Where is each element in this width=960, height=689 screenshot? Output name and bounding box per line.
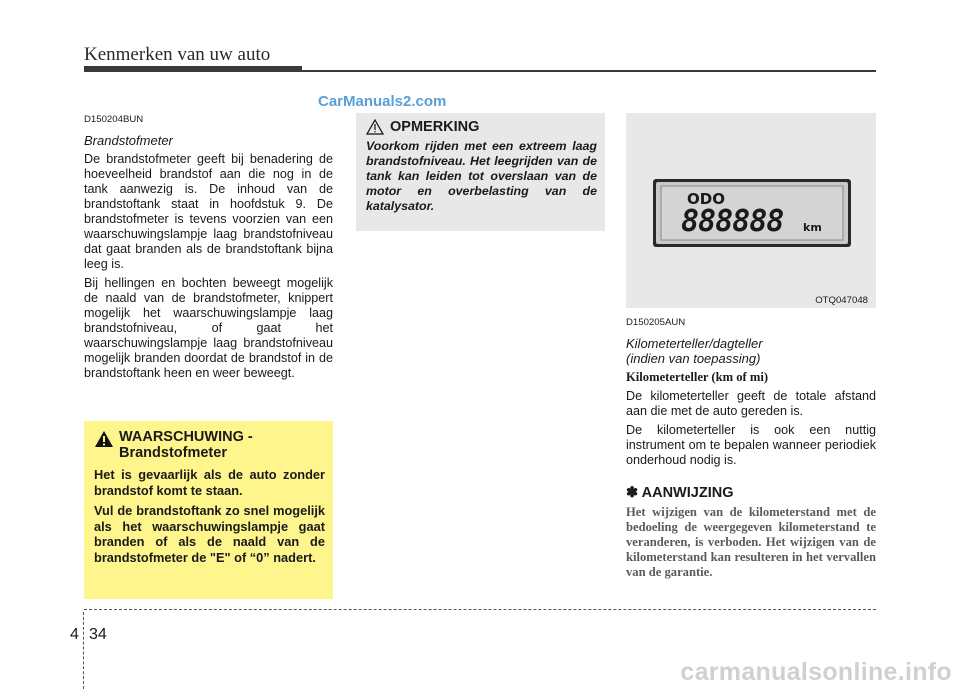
header-bar: [84, 66, 302, 72]
note-box: [356, 113, 605, 231]
odo-unit: km: [803, 221, 822, 234]
page-header-title: Kenmerken van uw auto: [84, 44, 271, 65]
watermark-footer: carmanualsonline.info: [680, 658, 952, 686]
odometer-figure: [626, 113, 876, 308]
caution-triangle-icon: [366, 119, 384, 135]
warning-paragraph: Het is gevaarlijk als de auto zonder brandstof komt te staan.: [94, 467, 325, 498]
info-note-body: Het wijzigen van de kilometerstand met de bedoeling de weergegeven kilometerstand te veranderen, is verboden. Het wijzigen van de kilometerstand kan resulteren in het vervallen van de garantie.: [626, 505, 876, 579]
warning-triangle-icon: [94, 430, 114, 448]
section-subhead: Brandstofmeter: [84, 133, 173, 148]
footer-vertical-divider: [83, 612, 84, 689]
page-number: 34: [89, 626, 107, 643]
chapter-number: 4: [70, 626, 79, 643]
info-note-title: ✽ AANWIJZING: [626, 485, 734, 501]
footer-divider: [84, 609, 876, 610]
odometer-display: [653, 179, 851, 247]
odo-digits: 888888: [681, 204, 784, 239]
section-code: D150204BUN: [84, 114, 144, 125]
subsection-head: Kilometerteller (km of mi): [626, 370, 769, 384]
warning-paragraph: Vul de brandstoftank zo snel mogelijk als het waarschuwingslampje gaat branden of als de naald van de brandstofmeter de "E" of “0” nadert.: [94, 503, 325, 565]
warning-title: WAARSCHUWING -: [119, 429, 253, 445]
odo-label: ODO: [687, 190, 725, 208]
note-title: OPMERKING: [390, 119, 480, 135]
body-paragraph: De kilometerteller geeft de totale afstand aan die met de auto gereden is.: [626, 389, 876, 418]
figure-code: OTQ047048: [815, 295, 868, 306]
body-paragraph: Bij hellingen en bochten beweegt mogelijk de naald van de brandstofmeter, knippert mogelijk het waarschuwingslampje laag brandstofniveau, of gaat het waarschuwingslampje laag brandstofniveau mogelijk branden doordat de brandstof in de brandstoftank heen en weer beweegt.: [84, 276, 333, 380]
header-rule: [302, 70, 876, 72]
section-code: D150205AUN: [626, 317, 686, 328]
note-body: Voorkom rijden met een extreem laag brandstofniveau. Het leegrijden van de tank kan leiden tot overslaan van de motor en overbelasting van de katalysator.: [366, 139, 597, 213]
left-column: [84, 112, 333, 385]
section-subhead-note: (indien van toepassing): [626, 351, 761, 366]
section-subhead: Kilometerteller/dagteller: [626, 336, 763, 351]
watermark-link[interactable]: CarManuals2.com: [318, 93, 447, 110]
warning-subtitle: Brandstofmeter: [119, 445, 227, 461]
body-paragraph: De brandstofmeter geeft bij benadering de hoeveelheid brandstof aan die nog in de tank aanwezig is. De inhoud van de brandstoftank staat in hoofdstuk 9. De brandstofmeter is tevens voorzien van een waarschuwingslampje laag brandstofniveau dat gaat branden als de brandstoftank bijna leeg is.: [84, 152, 333, 271]
warning-box: [84, 421, 333, 599]
body-paragraph: De kilometerteller is ook een nuttig instrument om te bepalen wanneer periodiek onderhoud nodig is.: [626, 423, 876, 467]
right-column: [626, 315, 876, 580]
